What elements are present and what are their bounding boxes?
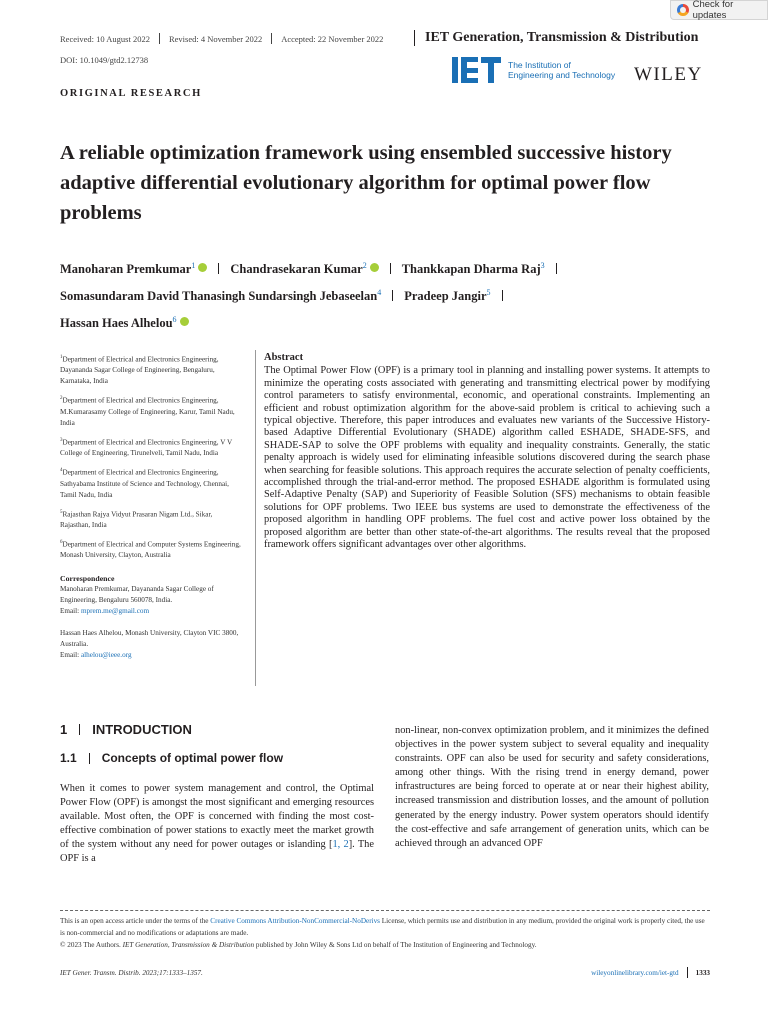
author: Hassan Haes Alhelou$^6$ — [60, 316, 189, 330]
check-for-updates-label: Check for updates — [692, 0, 734, 21]
affiliation: $^2$Department of Electrical and Electronics Engineering, M.Kumarasamy College of Engineering, Karur, Tamil Nadu, India — [60, 396, 235, 427]
email-link[interactable]: mprem.me@gmail.com — [80, 607, 150, 616]
iet-logo-text — [508, 60, 615, 80]
journal-citation: IET Gener. Transm. Distrib. 2023;17:1333–1357. — [60, 968, 203, 977]
license-text: This is an open access article under the terms of the Creative Commons Attribution-NonCommercial-NoDerivs License, which permits use and distribution in any medium, provided the original work is properly cited, the use is non-commercial and no modifications or adaptations are made. — [60, 917, 705, 937]
author: Pradeep Jangir$^5$ — [404, 288, 491, 304]
correspondence-heading: Correspondence — [60, 574, 115, 584]
divider — [687, 967, 688, 978]
body-left-column — [60, 722, 374, 867]
author: Somasundaram David Thanasingh Sundarsingh Jebaseelan$^4$ — [60, 288, 382, 304]
license-footer — [60, 915, 710, 951]
page-footer — [60, 967, 710, 978]
abstract-text: The Optimal Power Flow (OPF) is a primary tool in planning and installing power systems. It attempts to minimize the operating costs associated with generating and transmitting electrical power by modifying control parameters to satisfy environmental, economic, and operational constraints. Implementing an efficient and robust optimization algorithm for the above-said problem is critical to achieving such a typical objective. Therefore, this paper introduces and evaluates new variants of the Successive History-based Adaptive Differential Evolutionary (SHADE) algorithm called ESHADE, SHADE-SFS, and SHADE-SAP to solve the OPF problems with equality and inequality constraints. Generally, the static penalty approach is widely used for eliminating infeasible solutions discovered during the search phase when searching for feasible solutions. This approach requires the accurate selection of penalty coefficients, accomplished through the trial-and-error method. The proposed ESHADE algorithm is formulated using Self-Adaptive Penalty (SAP) and Superiority of Feasible Solution (SFS) mechanisms to obtain feasible solutions for OPF problems. Two IEEE bus systems are used to demonstrate the effectiveness of the proposed algorithm in handling OPF problems. The fuel cost and active power loss obtained by the proposed algorithm are better than other state-of-the-art algorithms. The results reveal that the proposed framework offers significant advantages over other algorithms. — [264, 365, 710, 551]
paragraph: non-linear, non-convex optimization problem, and it minimizes the defined objectives in the power system subject to several equality and inequality constraints. OPF can also be used for security and safety considerations, among other things. With the rising trend in energy demand, power infrastructures are being forced to operate at or near their highest ability, increased transmission and distribution losses, and the amount of pollution generated by the energy industry. Power system operators should identify the cost-effective and safe arrangement of generation units, which can be achieved through an advanced OPF — [395, 725, 709, 849]
doi: DOI: 10.1049/gtd2.12738 — [60, 55, 149, 65]
divider — [502, 290, 503, 301]
divider — [271, 33, 272, 44]
email-link[interactable]: alhelou@ieee.org — [80, 651, 132, 660]
journal-url-link[interactable]: wileyonlinelibrary.com/iet-gtd — [591, 968, 679, 977]
abstract-divider — [255, 350, 256, 686]
affiliation: $^6$Department of Electrical and Computer Systems Engineering, Monash University, Clayton, Australia — [60, 539, 241, 560]
subsection-heading: 1.1 Concepts of optimal power flow — [60, 751, 284, 765]
iet-line-2: Engineering and Technology — [508, 70, 616, 80]
article-dates — [60, 33, 383, 44]
footer-divider — [60, 910, 710, 911]
correspondence-1: Manoharan Premkumar, Dayananda Sagar College of Engineering, Bengaluru 560078, India. Email: mprem.me@gmail.com — [60, 585, 214, 616]
check-for-updates-button[interactable] — [670, 0, 768, 20]
abstract-heading: Abstract — [264, 352, 304, 363]
affiliation: $^1$Department of Electrical and Electronics Engineering, Dayananda Sagar College of Engineering, Bengaluru, Karnataka, India — [60, 355, 219, 386]
affiliation: $^3$Department of Electrical and Electronics Engineering, V V College of Engineering, Tirunelveli, Tamil Nadu, India — [60, 437, 233, 458]
copyright-text: © 2023 The Authors. IET Generation, Transmission & Distribution published by John Wiley & Sons Ltd on behalf of The Institution of Engineering and Technology. — [60, 941, 537, 949]
crossmark-icon — [677, 4, 689, 16]
author: Manoharan Premkumar$^1$ — [60, 262, 207, 276]
orcid-icon[interactable] — [180, 317, 189, 326]
revised-date: Revised: 4 November 2022 — [168, 33, 263, 44]
article-type: ORIGINAL RESEARCH — [60, 88, 202, 99]
divider — [218, 263, 219, 274]
correspondence-2: Hassan Haes Alhelou, Monash University, Clayton VIC 3800, Australia. Email: alhelou@ieee.org — [60, 629, 239, 660]
author-list — [60, 254, 720, 335]
paragraph: When it comes to power system management and control, the Optimal Power Flow (OPF) is amongst the most significant and emerging resources available. Most often, the OPF is concerned with finding the most cost-effective combination of power stations to exactly meet the market growth of the system without any need for power outages or islanding [1, 2]. The OPF is a — [60, 783, 374, 865]
received-date: Received: 10 August 2022 — [60, 33, 150, 44]
body-right-column — [395, 724, 709, 851]
orcid-icon[interactable] — [370, 263, 379, 272]
divider — [390, 263, 391, 274]
affiliations — [60, 352, 242, 672]
iet-logo — [452, 57, 615, 83]
author: Thankkapan Dharma Raj$^3$ — [401, 261, 545, 277]
affiliation: $^4$Department of Electrical and Electronics Engineering, Sathyabama Institute of Science and Technology, Chennai, Tamil Nadu, India — [60, 468, 229, 499]
iet-logo-mark-icon — [452, 57, 501, 83]
article-title: A reliable optimization framework using ensembled successive history adaptive differential evolutionary algorithm for optimal power flow problems — [60, 142, 672, 224]
section-heading: 1 INTRODUCTION — [60, 722, 192, 737]
author: Chandrasekaran Kumar$^2$ — [230, 262, 378, 276]
iet-line-1: The Institution of — [508, 60, 571, 70]
journal-name: IET Generation, Transmission & Distribution — [414, 30, 698, 46]
divider — [159, 33, 160, 44]
divider — [556, 263, 557, 274]
affiliation: $^5$Rajasthan Rajya Vidyut Prasaran Nigam Ltd., Sikar, Rajasthan, India — [60, 509, 213, 529]
orcid-icon[interactable] — [198, 263, 207, 272]
license-link[interactable]: Creative Commons Attribution-NonCommercial-NoDerivs — [210, 917, 380, 925]
abstract — [264, 352, 710, 552]
page-number: 1333 — [695, 968, 710, 977]
wiley-logo: WILEY — [634, 64, 703, 85]
citation-link[interactable]: 1, 2 — [332, 839, 349, 851]
accepted-date: Accepted: 22 November 2022 — [281, 33, 384, 44]
divider — [392, 290, 393, 301]
